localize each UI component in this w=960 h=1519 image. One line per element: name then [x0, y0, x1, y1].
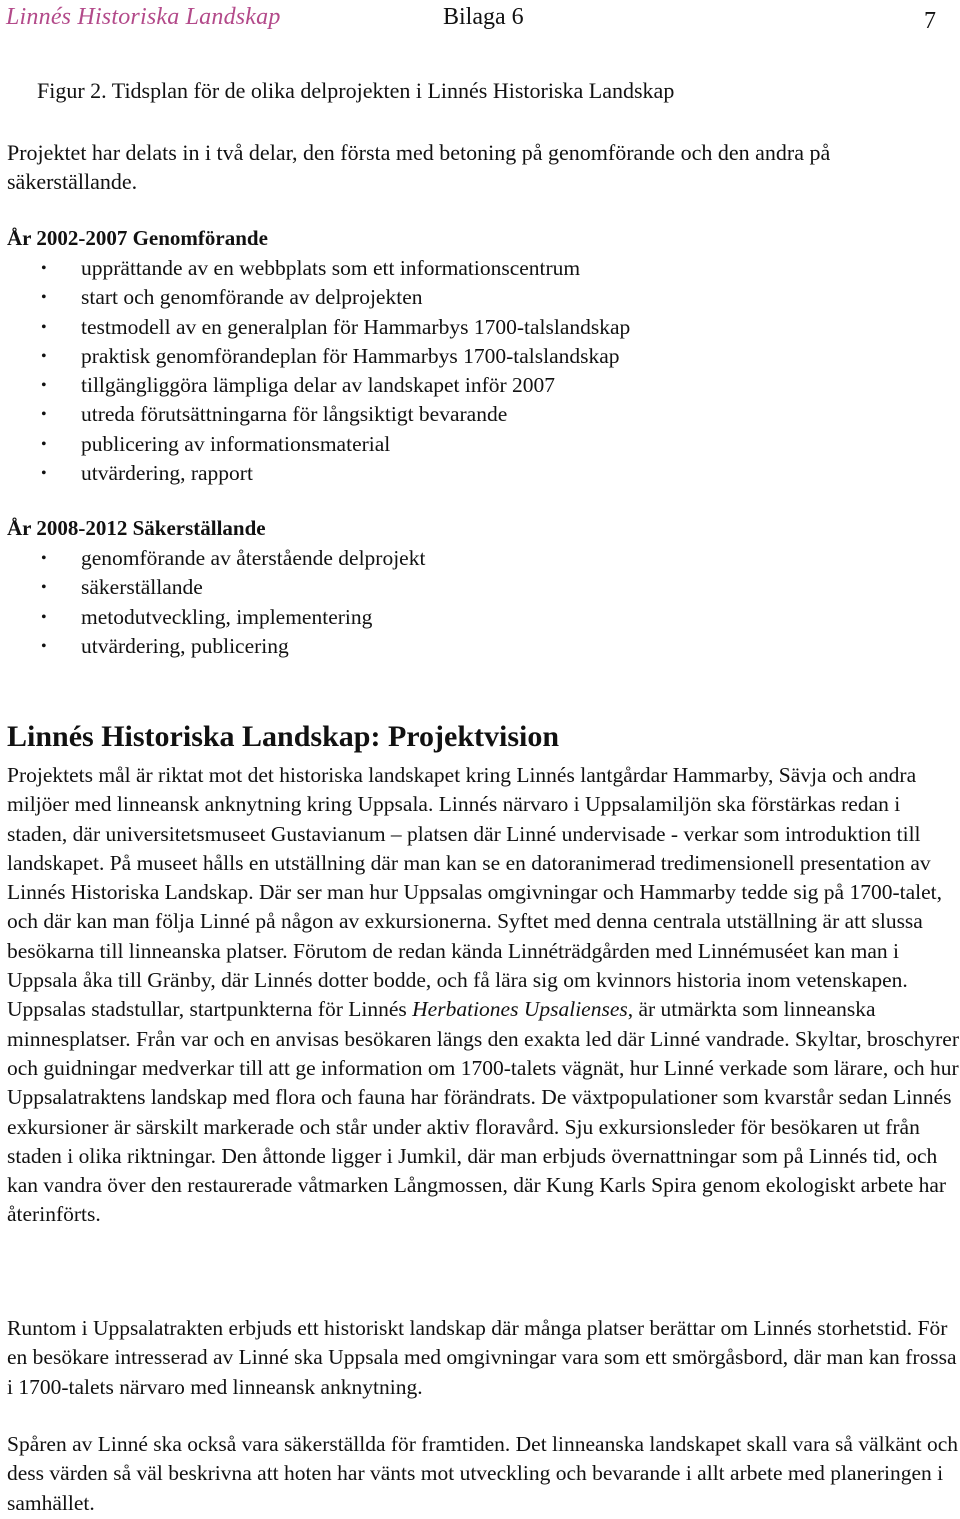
list-item: [0, 632, 425, 661]
list-item: [0, 283, 630, 312]
intro-paragraph: Projektet har delats in i två delar, den första med betoning på genomförande och den andra på säkerställande.: [7, 140, 831, 194]
phase2-list: [0, 544, 425, 661]
list-item-text: utvärdering, publicering: [81, 633, 289, 658]
list-item: [0, 254, 630, 283]
bullet-icon: •: [41, 637, 47, 655]
vision-paragraph-2: Runtom i Uppsalatrakten erbjuds ett historiskt landskap där många platser berättar om Linnés storhetstid. För en besökare intresserad av Linné ska Uppsala med omgivningar vara som ett smörgåsbord, där man kan frossa i 1700-talets närvaro med linneansk anknytning.: [7, 1316, 957, 1399]
bullet-icon: •: [41, 406, 47, 424]
list-item: [0, 342, 630, 371]
list-item-text: utvärdering, rapport: [81, 461, 253, 486]
list-item-text: start och genomförande av delprojekten: [81, 285, 423, 310]
list-item: [0, 544, 425, 573]
vision-paragraph-3: Spåren av Linné ska också vara säkerställda för framtiden. Det linneanska landskapet skall vara så välkänt och dess värden så väl beskrivna att hoten har vänts mot utveckling och bevarande i allt arbete med planeringen i samhället.: [7, 1432, 959, 1515]
list-item: [0, 400, 630, 429]
vision-paragraph-1-text-b: , är utmärkta som linneanska minnesplatser. Från var och en anvisas besökaren längs den exakta led där Linné vandrade. Skyltar, broschyrer och guidningar medverkar till att ge information om 1700-talets vägnät, hur Linné verkade som lärare, och hur Uppsalatraktens landskap med flora och fauna har förändrats. De växtpopulationer som kvarstår sedan Linnés exkursioner är särskilt markerade och står under aktiv floravård. Sju exkursionsleder för besökaren ut från staden i olika riktningar. Den åttonde ligger i Jumkil, där man erbjuds övernattningar som på Linnés tid, och kan vandra över den restaurerade våtmarken Långmossen, där Kung Karls Spira genom ekologiskt arbete har återinförts.: [7, 997, 959, 1227]
list-item: [0, 603, 425, 632]
vision-paragraph-1-italic: Herbationes Upsalienses: [412, 997, 628, 1022]
vision-paragraph-1: [7, 761, 960, 1230]
phase1-heading: År 2002-2007 Genomförande: [7, 226, 268, 250]
bullet-icon: •: [41, 435, 47, 453]
bullet-icon: •: [41, 608, 47, 626]
vision-paragraph-1-text-a: Projektets mål är riktat mot det historiska landskapet kring Linnés lantgårdar Hammarby, Sävja och andra miljöer med linneansk anknytning kring Uppsala. Linnés närvaro i Uppsalamiljön ska förstärkas redan i staden, där universitetsmuseet Gustavianum – platsen där Linné undervisade - verkar som introduktion till landskapet. På museet hålls en utställning där man kan se en datoranimerad tredimensionell presentation av Linnés Historiska Landskap. Där ser man hur Uppsalas omgivningar och Hammarby tedde sig på 1700-talet, och där kan man följa Linné på någon av exkursionerna. Syftet med denna centrala utställning är att slussa besökarna till linneanska platser. Förutom de redan kända Linnéträdgården med Linnémuséet kan man i Uppsala åka till Gränby, där Linnés dotter bodde, och få lära sig om kvinnors historia inom vetenskapen. Uppsalas stadstullar, startpunkterna för Linnés: [7, 763, 943, 1022]
list-item-text: genomförande av återstående delprojekt: [81, 546, 426, 570]
list-item-text: säkerställande: [81, 575, 203, 600]
list-item-text: upprättande av en webbplats som ett informationscentrum: [81, 256, 581, 280]
phase2-heading: År 2008-2012 Säkerställande: [7, 516, 266, 540]
phase1-list: [0, 254, 630, 488]
page-number: 7: [924, 8, 936, 34]
bullet-icon: •: [41, 579, 47, 597]
bullet-icon: •: [41, 318, 47, 336]
list-item: [0, 430, 630, 459]
list-item-text: praktisk genomförandeplan för Hammarbys 1700-talslandskap: [81, 343, 620, 368]
header-logo: Linnés Historiska Landskap: [6, 4, 281, 30]
bullet-icon: •: [41, 465, 47, 483]
list-item: [0, 313, 630, 342]
list-item: [0, 573, 425, 602]
list-item: [0, 459, 630, 488]
list-item-text: tillgängliggöra lämpliga delar av landskapet inför 2007: [81, 373, 556, 398]
list-item-text: publicering av informationsmaterial: [81, 431, 391, 456]
bullet-icon: •: [41, 260, 47, 277]
list-item-text: testmodell av en generalplan för Hammarbys 1700-talslandskap: [81, 314, 631, 339]
list-item-text: utreda förutsättningarna för långsiktigt bevarande: [81, 402, 508, 427]
bullet-icon: •: [41, 550, 47, 567]
list-item: [0, 371, 630, 400]
vision-title: Linnés Historiska Landskap: Projektvision: [7, 720, 560, 753]
figure-caption: Figur 2. Tidsplan för de olika delprojekten i Linnés Historiska Landskap: [37, 78, 675, 103]
bullet-icon: •: [41, 377, 47, 395]
list-item-text: metodutveckling, implementering: [81, 604, 373, 629]
header-annex-label: Bilaga 6: [443, 4, 524, 30]
bullet-icon: •: [41, 347, 47, 365]
bullet-icon: •: [41, 289, 47, 307]
